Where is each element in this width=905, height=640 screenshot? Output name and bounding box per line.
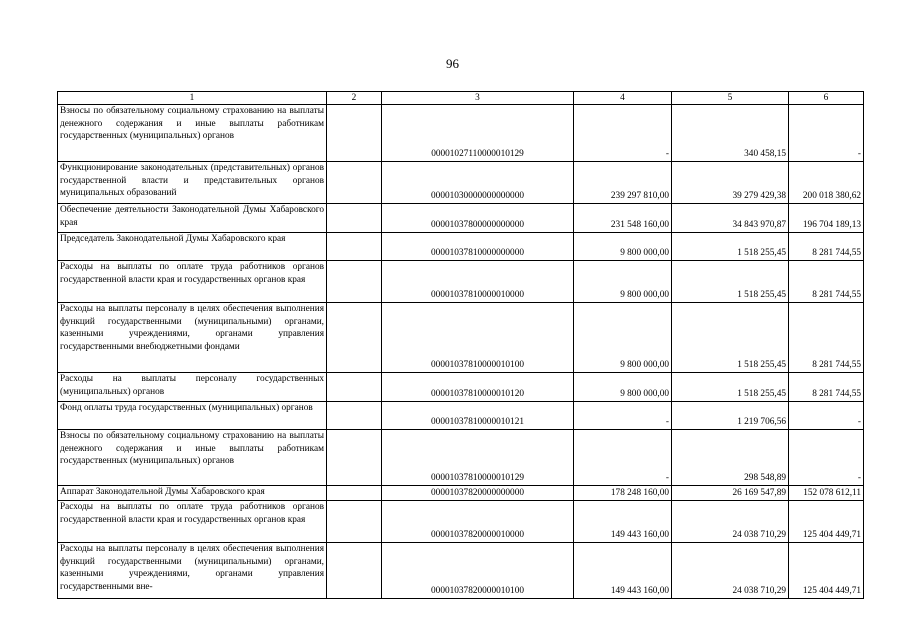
budget-table [57, 91, 864, 599]
row-code-cell: 00001037810000010129 [382, 430, 574, 486]
row-code-cell: 00001037820000010100 [382, 543, 574, 599]
row-name-cell: Расходы на выплаты по оплате труда работников органов государственной власти края и государственных органов края [58, 261, 327, 303]
row-code-cell: 00001037810000010100 [382, 303, 574, 373]
table-header-row [58, 92, 864, 105]
row-value5-cell: 26 169 547,89 [672, 486, 789, 501]
row-name-cell: Взносы по обязательному социальному страхованию на выплаты денежного содержания и иные выплаты работникам государственных (муниципальных) органов [58, 105, 327, 162]
row-value6-cell: 8 281 744,55 [789, 233, 864, 261]
row-col2-cell [327, 543, 382, 599]
row-name-cell: Обеспечение деятельности Законодательной Думы Хабаровского края [58, 204, 327, 233]
table-row [58, 233, 864, 261]
row-code-cell: 00001037820000000000 [382, 486, 574, 501]
row-value5-cell: 34 843 970,87 [672, 204, 789, 233]
row-col2-cell [327, 261, 382, 303]
row-value6-cell: 200 018 380,62 [789, 162, 864, 204]
column-header: 3 [382, 92, 574, 105]
row-col2-cell [327, 402, 382, 430]
row-name-cell: Расходы на выплаты персоналу в целях обеспечения выполнения функций государственными (муниципальными) органами, казенными учреждениями, органами управления государственными вне- [58, 543, 327, 599]
table-row [58, 373, 864, 402]
row-col2-cell [327, 501, 382, 543]
table-row [58, 543, 864, 599]
row-value5-cell: 24 038 710,29 [672, 501, 789, 543]
page-number: 96 [446, 56, 459, 71]
row-name-cell: Председатель Законодательной Думы Хабаровского края [58, 233, 327, 261]
row-name-cell: Расходы на выплаты персоналу государственных (муниципальных) органов [58, 373, 327, 402]
row-value4-cell: - [574, 430, 672, 486]
table-row [58, 303, 864, 373]
table-row [58, 501, 864, 543]
row-value6-cell: - [789, 105, 864, 162]
row-col2-cell [327, 233, 382, 261]
row-col2-cell [327, 105, 382, 162]
row-value5-cell: 1 518 255,45 [672, 261, 789, 303]
column-header: 4 [574, 92, 672, 105]
row-value4-cell: - [574, 105, 672, 162]
row-col2-cell [327, 486, 382, 501]
row-col2-cell [327, 303, 382, 373]
row-value4-cell: 9 800 000,00 [574, 373, 672, 402]
row-code-cell: 00001027110000010129 [382, 105, 574, 162]
row-value5-cell: 1 518 255,45 [672, 373, 789, 402]
row-name-cell: Расходы на выплаты персоналу в целях обеспечения выполнения функций государственными (муниципальными) органами, казенными учреждениями, органами управления государственными внебюджетными фондами [58, 303, 327, 373]
table-row [58, 105, 864, 162]
row-value5-cell: 1 518 255,45 [672, 303, 789, 373]
table-row [58, 204, 864, 233]
row-value5-cell: 298 548,89 [672, 430, 789, 486]
row-name-cell: Расходы на выплаты по оплате труда работников органов государственной власти края и государственных органов края [58, 501, 327, 543]
row-value6-cell: - [789, 402, 864, 430]
row-value4-cell: 239 297 810,00 [574, 162, 672, 204]
row-value5-cell: 24 038 710,29 [672, 543, 789, 599]
row-value5-cell: 1 219 706,56 [672, 402, 789, 430]
row-value4-cell: 149 443 160,00 [574, 501, 672, 543]
row-value4-cell: 9 800 000,00 [574, 233, 672, 261]
row-name-cell: Функционирование законодательных (представительных) органов государственной власти и представительных органов муниципальных образований [58, 162, 327, 204]
row-value6-cell: 196 704 189,13 [789, 204, 864, 233]
row-value6-cell: 152 078 612,11 [789, 486, 864, 501]
row-value6-cell: 8 281 744,55 [789, 303, 864, 373]
row-value6-cell: 125 404 449,71 [789, 543, 864, 599]
row-value4-cell: 231 548 160,00 [574, 204, 672, 233]
row-code-cell: 00001037820000010000 [382, 501, 574, 543]
column-header: 5 [672, 92, 789, 105]
column-header: 1 [58, 92, 327, 105]
row-code-cell: 00001037800000000000 [382, 204, 574, 233]
row-value6-cell: 125 404 449,71 [789, 501, 864, 543]
row-code-cell: 00001037810000010120 [382, 373, 574, 402]
row-code-cell: 00001037810000010121 [382, 402, 574, 430]
row-name-cell: Фонд оплаты труда государственных (муниципальных) органов [58, 402, 327, 430]
row-col2-cell [327, 430, 382, 486]
row-name-cell: Взносы по обязательному социальному страхованию на выплаты денежного содержания и иные выплаты работникам государственных (муниципальных) органов [58, 430, 327, 486]
row-name-cell: Аппарат Законодательной Думы Хабаровского края [58, 486, 327, 501]
table-row [58, 430, 864, 486]
row-code-cell: 00001030000000000000 [382, 162, 574, 204]
row-value4-cell: 9 800 000,00 [574, 261, 672, 303]
row-value4-cell: 149 443 160,00 [574, 543, 672, 599]
row-value5-cell: 340 458,15 [672, 105, 789, 162]
row-value4-cell: 9 800 000,00 [574, 303, 672, 373]
column-header: 2 [327, 92, 382, 105]
row-col2-cell [327, 162, 382, 204]
row-value5-cell: 39 279 429,38 [672, 162, 789, 204]
table-row [58, 162, 864, 204]
row-value6-cell: 8 281 744,55 [789, 373, 864, 402]
row-code-cell: 00001037810000000000 [382, 233, 574, 261]
table-row [58, 261, 864, 303]
row-code-cell: 00001037810000010000 [382, 261, 574, 303]
row-value5-cell: 1 518 255,45 [672, 233, 789, 261]
row-value4-cell: - [574, 402, 672, 430]
table-row [58, 402, 864, 430]
row-value4-cell: 178 248 160,00 [574, 486, 672, 501]
row-value6-cell: 8 281 744,55 [789, 261, 864, 303]
row-value6-cell: - [789, 430, 864, 486]
row-col2-cell [327, 204, 382, 233]
column-header: 6 [789, 92, 864, 105]
table-row [58, 486, 864, 501]
row-col2-cell [327, 373, 382, 402]
